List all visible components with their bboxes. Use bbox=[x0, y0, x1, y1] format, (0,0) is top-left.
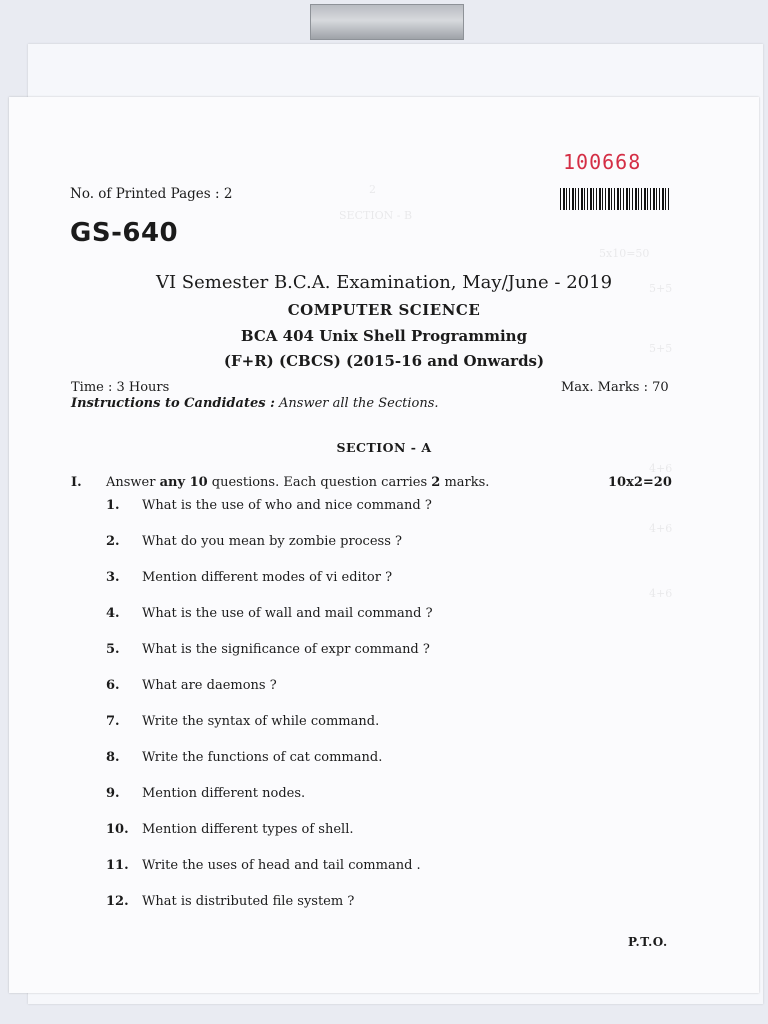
question-paper-page: 2 SECTION - B 5x10=50 5+5 5+5 4+6 4+6 4+6 bbox=[9, 97, 759, 993]
question-number: 8. bbox=[106, 750, 120, 765]
question-number: 2. bbox=[106, 534, 120, 549]
question-number: 1. bbox=[106, 498, 120, 513]
paper-code: GS-640 bbox=[70, 218, 179, 248]
question-item bbox=[106, 534, 402, 549]
prompt-pre: Answer bbox=[106, 475, 160, 490]
question-item bbox=[106, 678, 277, 693]
question-item bbox=[106, 498, 432, 513]
instructions-text: Answer all the Sections. bbox=[279, 396, 439, 411]
serial-number: 100668 bbox=[563, 150, 642, 174]
question-text: Write the functions of cat command. bbox=[142, 750, 383, 765]
question-item bbox=[106, 606, 433, 621]
barcode-image bbox=[560, 188, 670, 210]
question-number: 12. bbox=[106, 894, 129, 909]
question-item bbox=[106, 822, 353, 837]
question-group-prompt bbox=[106, 475, 489, 490]
question-item bbox=[106, 570, 392, 585]
question-text: Mention different modes of vi editor ? bbox=[142, 570, 393, 585]
binder-clip bbox=[310, 4, 464, 40]
question-text: What is the use of who and nice command ? bbox=[142, 498, 432, 513]
question-number: 10. bbox=[106, 822, 129, 837]
question-number: 5. bbox=[106, 642, 120, 657]
instructions bbox=[71, 396, 439, 411]
question-text: What is distributed file system ? bbox=[142, 894, 355, 909]
exam-title: VI Semester B.C.A. Examination, May/June - 2019 bbox=[155, 272, 613, 293]
question-number: 9. bbox=[106, 786, 120, 801]
instructions-label: Instructions to Candidates : bbox=[71, 396, 275, 411]
course-title: BCA 404 Unix Shell Programming bbox=[240, 327, 528, 345]
question-text: What are daemons ? bbox=[142, 678, 277, 693]
question-group-number: I. bbox=[71, 475, 82, 490]
subject-title: COMPUTER SCIENCE bbox=[287, 301, 481, 319]
question-text: What is the significance of expr command ? bbox=[142, 642, 430, 657]
question-text: Write the syntax of while command. bbox=[142, 714, 380, 729]
prompt-marks: 2 bbox=[431, 475, 441, 490]
question-text: What do you mean by zombie process ? bbox=[142, 534, 402, 549]
prompt-post: marks. bbox=[440, 475, 490, 490]
question-item bbox=[106, 750, 382, 765]
max-marks: Max. Marks : 70 bbox=[561, 380, 669, 395]
section-title: SECTION - A bbox=[336, 440, 432, 455]
prompt-mid: questions. Each question carries bbox=[207, 475, 432, 490]
printed-pages: No. of Printed Pages : 2 bbox=[70, 186, 233, 202]
question-number: 6. bbox=[106, 678, 120, 693]
question-number: 11. bbox=[106, 858, 129, 873]
question-item bbox=[106, 894, 354, 909]
question-item bbox=[106, 642, 430, 657]
please-turn-over: P.T.O. bbox=[628, 935, 668, 949]
question-text: Mention different nodes. bbox=[142, 786, 306, 801]
question-text: Write the uses of head and tail command . bbox=[142, 858, 421, 873]
question-number: 3. bbox=[106, 570, 120, 585]
exam-time: Time : 3 Hours bbox=[71, 380, 170, 395]
question-text: What is the use of wall and mail command ? bbox=[142, 606, 433, 621]
question-text: Mention different types of shell. bbox=[142, 822, 354, 837]
question-item bbox=[106, 714, 379, 729]
scheme-title: (F+R) (CBCS) (2015-16 and Onwards) bbox=[223, 352, 545, 370]
prompt-count: any 10 bbox=[159, 475, 208, 490]
question-number: 7. bbox=[106, 714, 120, 729]
question-group-marks: 10x2=20 bbox=[608, 475, 672, 490]
question-item bbox=[106, 786, 305, 801]
question-item bbox=[106, 858, 421, 873]
question-number: 4. bbox=[106, 606, 120, 621]
